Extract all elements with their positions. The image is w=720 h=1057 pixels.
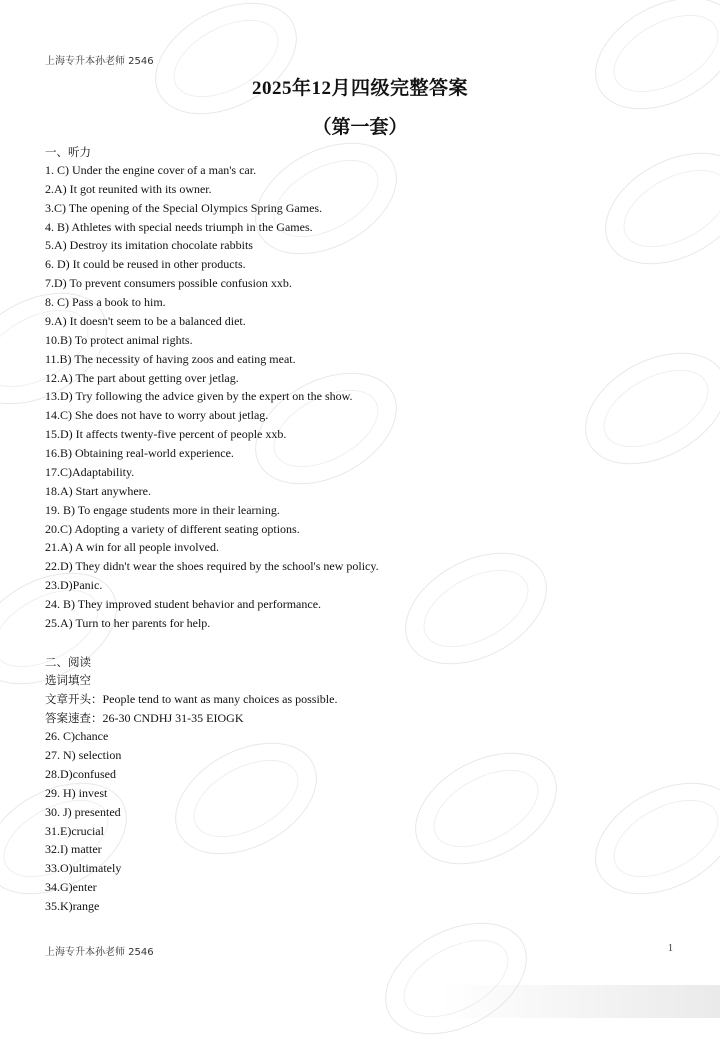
reading-answer: 35.K)range — [45, 899, 100, 913]
reading-answer: 29. H) invest — [45, 786, 108, 800]
listening-answer: 11.B) The necessity of having zoos and eating meat. — [45, 352, 296, 366]
listening-answer: 17.C)Adaptability. — [45, 465, 135, 479]
watermark-seal — [156, 720, 336, 877]
listening-answer: 21.A) A win for all people involved. — [45, 540, 219, 554]
watermark-seal — [236, 120, 416, 277]
listening-answer: 22.D) They didn't wear the shoes required by the school's new policy. — [45, 559, 379, 573]
listening-answer: 9.A) It doesn't seem to be a balanced diet. — [45, 314, 246, 328]
listening-answer: 2.A) It got reunited with its owner. — [45, 182, 212, 196]
reading-heading: 二、阅读 — [45, 655, 91, 669]
reading-answer: 28.D)confused — [45, 767, 116, 781]
listening-answer: 6. D) It could be reused in other products. — [45, 257, 246, 271]
listening-answer: 4. B) Athletes with special needs triumph in the Games. — [45, 220, 313, 234]
watermark-seal — [396, 730, 576, 887]
page-subtitle: （第一套） — [312, 117, 408, 138]
listening-answer: 14.C) She does not have to worry about jetlag. — [45, 408, 269, 422]
article-opening-label: 文章开头： — [45, 692, 103, 706]
quick-answers — [45, 710, 244, 726]
listening-answer: 24. B) They improved student behavior and performance. — [45, 597, 322, 611]
reading-answer: 33.O)ultimately — [45, 861, 122, 875]
reading-answer: 27. N) selection — [45, 748, 122, 762]
listening-answer: 16.B) Obtaining real-world experience. — [45, 446, 234, 460]
header-note: 上海专升本孙老师 2546 — [45, 56, 154, 67]
listening-answer: 1. C) Under the engine cover of a man's car. — [45, 163, 257, 177]
watermark-seal — [576, 760, 720, 917]
listening-answer: 5.A) Destroy its imitation chocolate rabbits — [45, 238, 253, 252]
footer-note: 上海专升本孙老师 2546 — [45, 947, 154, 958]
reading-answer: 31.E)crucial — [45, 824, 104, 838]
listening-answer: 23.D)Panic. — [45, 578, 103, 592]
reading-answer: 26. C)chance — [45, 729, 109, 743]
listening-heading: 一、听力 — [45, 145, 91, 159]
page-title: 2025年12月四级完整答案 — [251, 78, 468, 99]
listening-answer: 25.A) Turn to her parents for help. — [45, 616, 211, 630]
reading-answer: 30. J) presented — [45, 805, 121, 819]
listening-answer: 3.C) The opening of the Special Olympics Spring Games. — [45, 201, 323, 215]
watermark-seal — [566, 330, 720, 487]
listening-answer: 15.D) It affects twenty-five percent of people xxb. — [45, 427, 287, 441]
listening-answer: 19. B) To engage students more in their learning. — [45, 503, 280, 517]
bottom-shadow — [440, 985, 720, 1018]
listening-answer: 8. C) Pass a book to him. — [45, 295, 166, 309]
listening-answer: 10.B) To protect animal rights. — [45, 333, 193, 347]
listening-answer: 13.D) Try following the advice given by the expert on the show. — [45, 389, 353, 403]
quick-answers-text: 26-30 CNDHJ 31-35 EIOGK — [102, 711, 244, 725]
reading-subheading: 选词填空 — [45, 673, 91, 687]
reading-answer: 32.I) matter — [45, 842, 102, 856]
watermark-seal — [386, 530, 566, 687]
watermark-seal — [586, 130, 720, 287]
listening-answer: 20.C) Adopting a variety of different seating options. — [45, 522, 300, 536]
listening-answer: 7.D) To prevent consumers possible confusion xxb. — [45, 276, 292, 290]
reading-answer: 34.G)enter — [45, 880, 97, 894]
listening-answer: 12.A) The part about getting over jetlag. — [45, 371, 239, 385]
watermark-seal — [366, 900, 546, 1057]
article-opening-text: People tend to want as many choices as possible. — [102, 692, 338, 706]
page-number: 1 — [668, 943, 673, 954]
quick-answers-label: 答案速查： — [45, 711, 103, 725]
article-opening — [45, 691, 337, 707]
listening-answer: 18.A) Start anywhere. — [45, 484, 151, 498]
